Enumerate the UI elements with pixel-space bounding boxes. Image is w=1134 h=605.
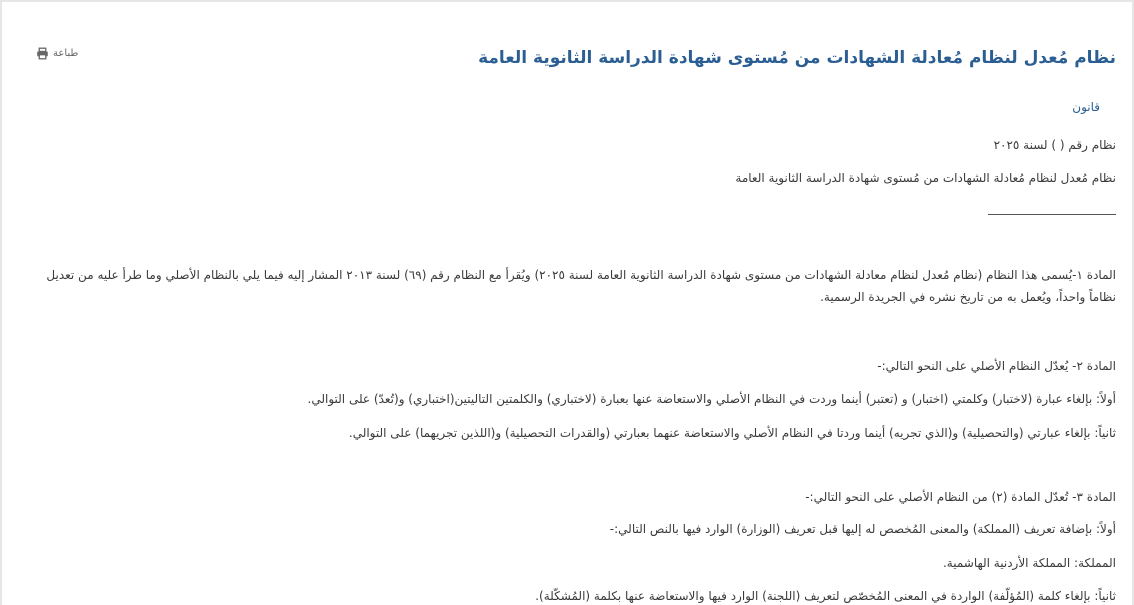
- article-2-clause-2: ثانياً: بإلغاء عبارتي (والتحصيلية) و(الذي تجريه) أينما وردتا في النظام الأصلي والاستعاضة عنهما بعبارتي (والقدرات التحصيلية) و(اللذين تجريهما) على التوالي.: [348, 426, 1116, 440]
- print-label: طباعة: [53, 48, 79, 59]
- article-3-kingdom-definition: المملكة: المملكة الأردنية الهاشمية.: [942, 556, 1116, 570]
- article-3-clause-1: أولاً: بإضافة تعريف (المملكة) والمعنى المُخصص له إليها قبل تعريف (الوزارة) الوارد فيها بالنص التالي:-: [609, 522, 1116, 536]
- printer-icon: [36, 47, 49, 60]
- section-divider: [988, 214, 1116, 215]
- system-number-line: نظام رقم ( ) لسنة ٢٠٢٥: [993, 138, 1116, 152]
- article-1: المادة ١-يُسمى هذا النظام (نظام مُعدل لنظام معادلة الشهادات من مستوى شهادة الدراسة الثانوية العامة لسنة ٢٠٢٥) ويُقرأ مع النظام رقم (٦٩) لسنة ٢٠١٣ المشار إليه فيما يلي بالنظام الأصلي وما طرأ عليه من تعديل نظاماً واحداً، ويُعمل به من تاريخ نشره في الجريدة الرسمية.: [46, 268, 1116, 304]
- print-button[interactable]: [36, 47, 78, 60]
- law-type-link[interactable]: قانون: [1072, 100, 1100, 114]
- system-name-line: نظام مُعدل لنظام مُعادلة الشهادات من مُستوى شهادة الدراسة الثانوية العامة: [735, 171, 1116, 185]
- page-title: نظام مُعدل لنظام مُعادلة الشهادات من مُستوى شهادة الدراسة الثانوية العامة: [478, 48, 1116, 68]
- article-3-clause-2: ثانياً: بإلغاء كلمة (المُؤلّفة) الواردة في المعنى المُخصّص لتعريف (اللجنة) الوارد فيها والاستعاضة عنها بكلمة (المُشكّلة).: [535, 589, 1116, 603]
- article-3-title: المادة ٣- تُعدّل المادة (٢) من النظام الأصلي على النحو التالي:-: [805, 490, 1116, 504]
- article-2-title: المادة ٢- يُعدّل النظام الأصلي على النحو التالي:-: [877, 359, 1116, 373]
- article-2-clause-1: أولاً: بإلغاء عبارة (لاختبار) وكلمتي (اختبار) و (تعتبر) أينما وردت في النظام الأصلي والاستعاضة عنها بعبارة (لاختباري) والكلمتين التاليتين(اختباري) و(تُعدّ) على التوالي.: [307, 392, 1116, 406]
